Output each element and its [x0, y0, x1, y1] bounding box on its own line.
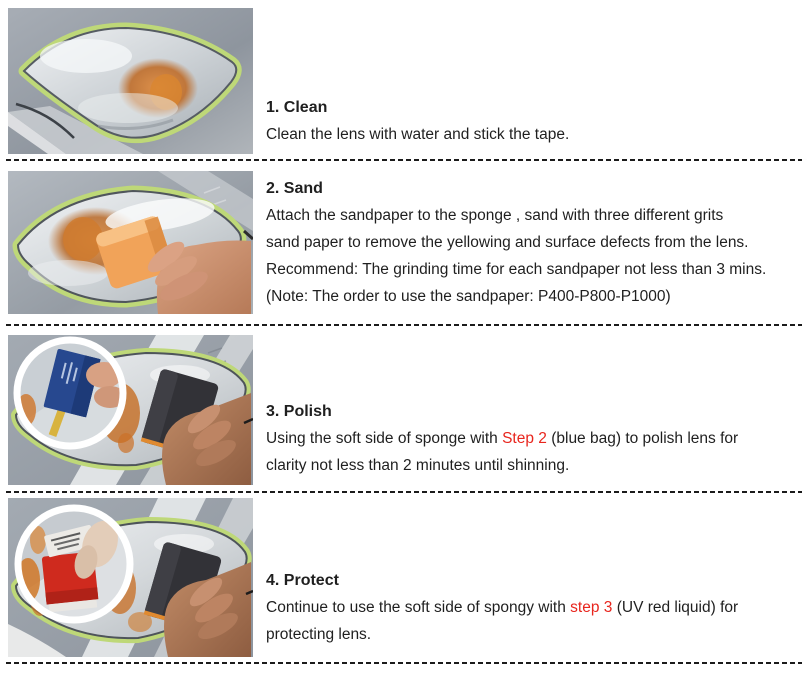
step-2-note-red: (Note: The order to use the sandpaper: P400-P800-P1000): [266, 288, 671, 305]
step-2-text-line-3: Recommend: The grinding time for each sandpaper not less than 3 mins.: [266, 261, 767, 278]
step-3-text-line-2: clarity not less than 2 minutes until shinning.: [266, 457, 570, 474]
step-4-section: [266, 567, 738, 648]
step-4-text-line-2: protecting lens.: [266, 626, 372, 643]
separator-2: [6, 324, 802, 326]
step-2-text-line-1: Attach the sandpaper to the sponge , sand with three different grits: [266, 207, 724, 224]
step-1-photo: [8, 8, 253, 154]
step-4-line1-pre: Continue to use the soft side of spongy with: [266, 599, 571, 616]
step-4-photo: [8, 498, 253, 657]
step-3-text-line-1: [266, 425, 738, 452]
step-3-photo: [8, 335, 253, 485]
headlight-sand-icon: [8, 171, 253, 314]
step-3-line1-pre: Using the soft side of sponge with: [266, 430, 503, 447]
separator-3: [6, 491, 802, 493]
step-3-line1-post: (blue bag) to polish lens for: [546, 430, 739, 447]
headlight-protect-icon: [8, 498, 253, 657]
step-3-section: [266, 398, 738, 479]
step-1-text-line-1: Clean the lens with water and stick the tape.: [266, 126, 570, 143]
step-3-ref-step2-red: Step 2: [502, 430, 547, 447]
step-2-text-line-2: sand paper to remove the yellowing and surface defects from the lens.: [266, 234, 749, 251]
headlight-polish-icon: [8, 335, 253, 485]
step-4-text-line-1: [266, 594, 738, 621]
step-2-section: [266, 175, 766, 310]
headlight-clean-icon: [8, 8, 253, 154]
step-4-line1-post: (UV red liquid) for: [612, 599, 739, 616]
step-2-title: 2. Sand: [266, 180, 323, 197]
step-2-photo: [8, 171, 253, 314]
step-3-title: 3. Polish: [266, 403, 332, 420]
step-1-section: [266, 94, 569, 148]
separator-4: [6, 662, 802, 664]
step-4-ref-step3-red: step 3: [570, 599, 613, 616]
separator-1: [6, 159, 802, 161]
step-4-title: 4. Protect: [266, 572, 339, 589]
step-1-title: 1. Clean: [266, 99, 328, 116]
